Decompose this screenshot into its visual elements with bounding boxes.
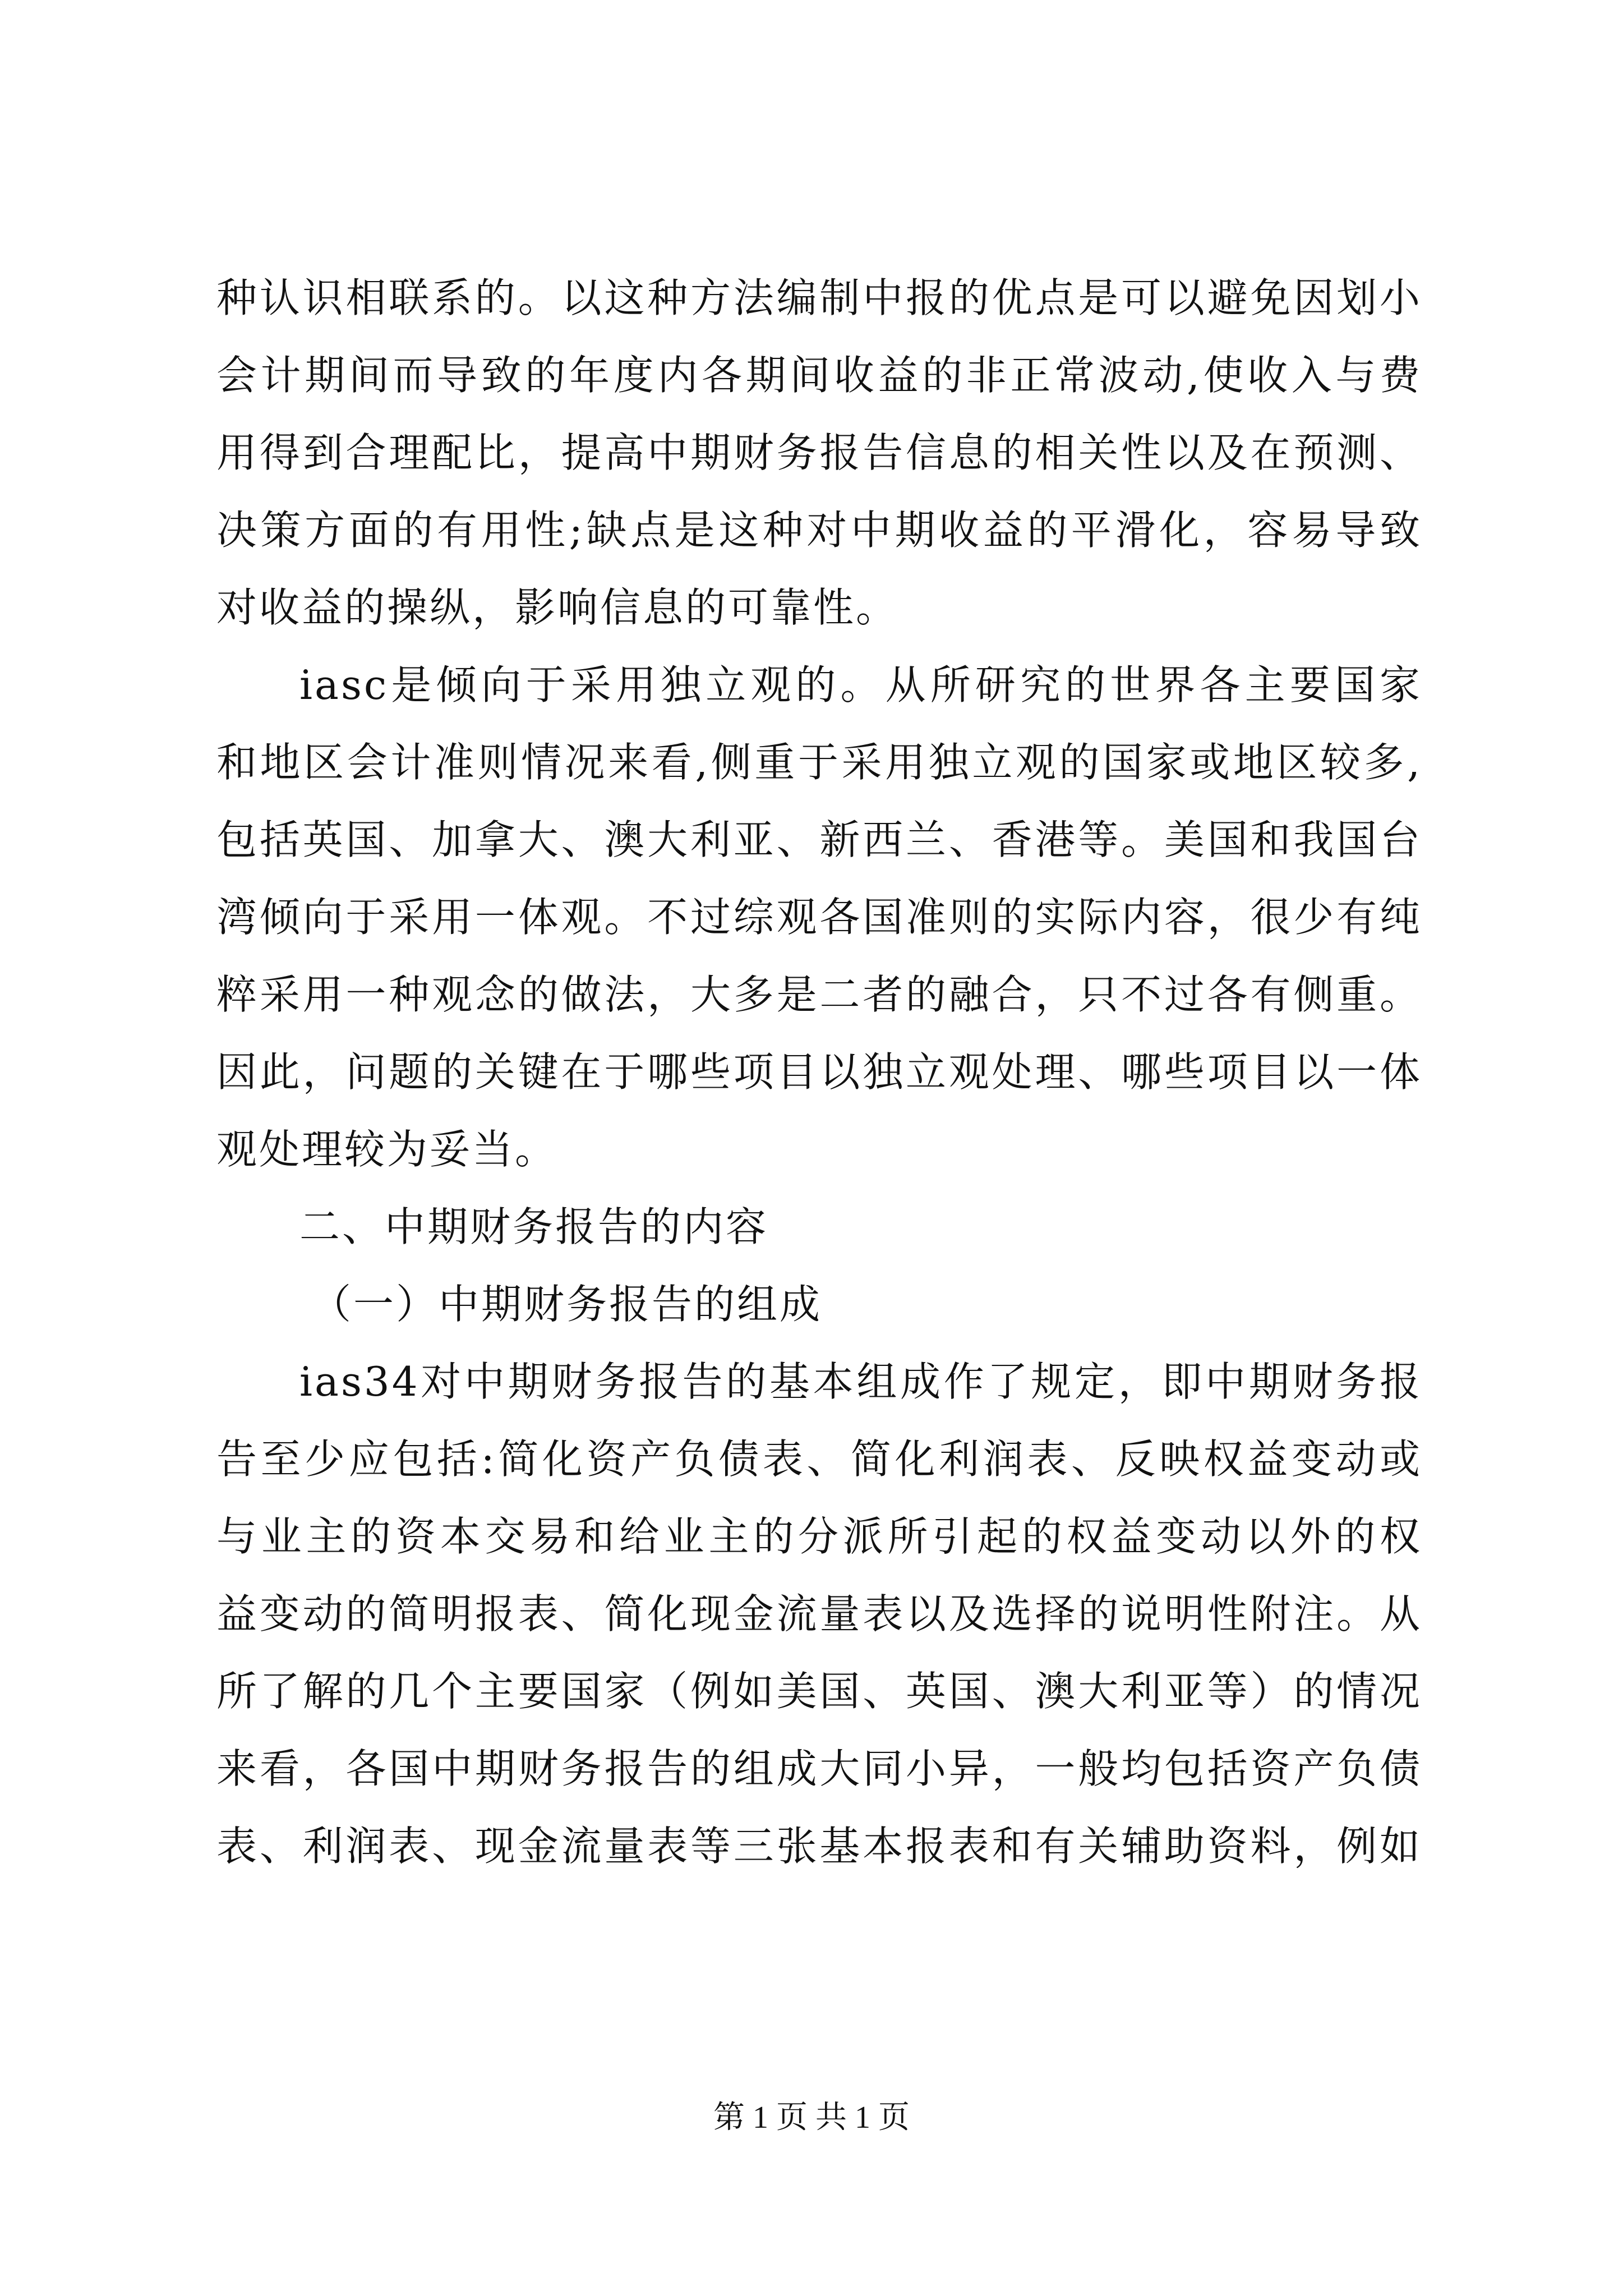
text-line: 观处理较为妥当。: [216, 1126, 558, 1173]
paragraph-first-line: ias34对中期财务报告的基本组成作了规定，即中期财务报: [299, 1358, 1422, 1405]
text-line: 来看，各国中期财务报告的组成大同小异，一般均包括资产负债: [216, 1745, 1422, 1792]
text-line: 表、利润表、现金流量表等三张基本报表和有关辅助资料，例如: [216, 1823, 1422, 1870]
text-line: 用得到合理配比，提高中期财务报告信息的相关性以及在预测、: [216, 429, 1422, 476]
text-line: 与业主的资本交易和给业主的分派所引起的权益变动以外的权: [216, 1513, 1422, 1560]
text-line: 所了解的几个主要国家（例如美国、英国、澳大利亚等）的情况: [216, 1668, 1422, 1715]
text-line: 决策方面的有用性;缺点是这种对中期收益的平滑化，容易导致: [216, 507, 1422, 554]
text-line: 因此，问题的关键在于哪些项目以独立观处理、哪些项目以一体: [216, 1048, 1422, 1096]
text-line: 包括英国、加拿大、澳大利亚、新西兰、香港等。美国和我国台: [216, 816, 1422, 863]
text-line: 告至少应包括:简化资产负债表、简化利润表、反映权益变动或: [216, 1435, 1422, 1483]
text-line: 会计期间而导致的年度内各期间收益的非正常波动,使收入与费: [216, 352, 1422, 399]
section-heading: 二、中期财务报告的内容: [299, 1203, 769, 1250]
text-line: 粹采用一种观念的做法，大多是二者的融合，只不过各有侧重。: [216, 971, 1422, 1018]
text-line: 湾倾向于采用一体观。不过综观各国准则的实际内容，很少有纯: [216, 894, 1422, 941]
text-line: 益变动的简明报表、简化现金流量表以及选择的说明性附注。从: [216, 1590, 1422, 1637]
subsection-heading: （一）中期财务报告的组成: [311, 1281, 823, 1328]
text-line: 对收益的操纵，影响信息的可靠性。: [216, 584, 899, 631]
text-line: 和地区会计准则情况来看,侧重于采用独立观的国家或地区较多,: [216, 739, 1422, 786]
text-line: 种认识相联系的。以这种方法编制中报的优点是可以避免因划小: [216, 274, 1422, 321]
document-body: [216, 259, 1422, 1885]
page-number-footer: 第 1 页 共 1 页: [713, 2100, 910, 2135]
paragraph-first-line: iasc是倾向于采用独立观的。从所研究的世界各主要国家: [299, 661, 1422, 708]
